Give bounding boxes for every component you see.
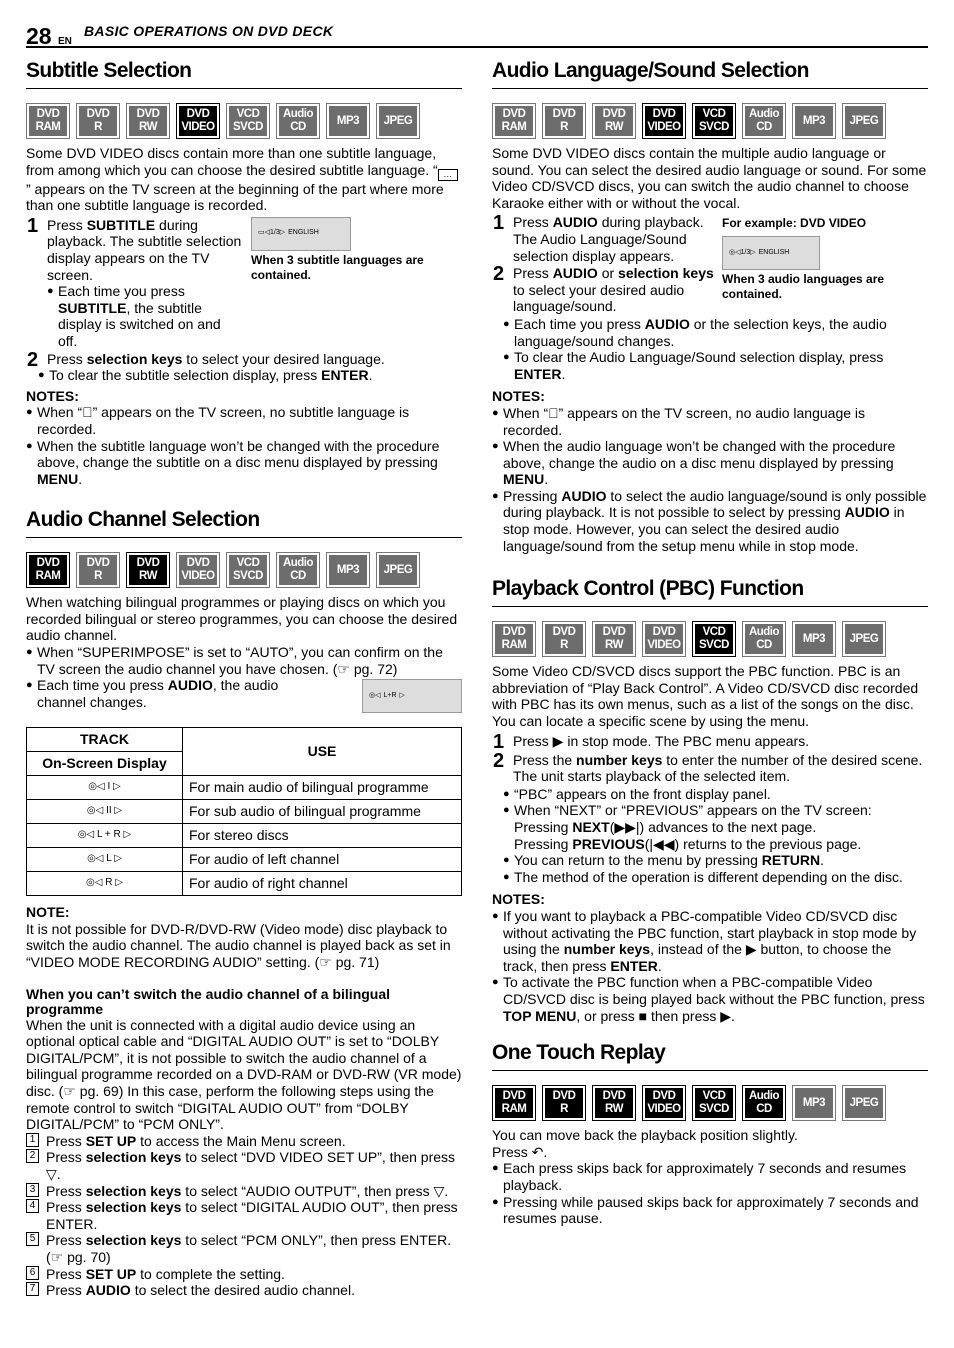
channel-label: I (107, 781, 111, 793)
disc-badge-jpeg (842, 1085, 886, 1121)
disc-badge-label: DVD (552, 626, 576, 639)
audio-channel-icon (27, 800, 183, 824)
channel-label: L (106, 853, 112, 865)
disc-badge-label: RW (605, 121, 623, 133)
disc-badge-label: DVD (186, 108, 210, 120)
audio-channel-icon (27, 872, 183, 896)
disc-badge-vcd-svcd (226, 552, 270, 588)
disc-badge-label: RW (605, 639, 623, 652)
disc-badge-label: JPEG (849, 1096, 879, 1109)
disc-badge-label: Audio (748, 108, 780, 120)
pbc-bullet-1: ● “PBC” appears on the front display panel. (503, 785, 771, 802)
disc-badge-dvd-r (542, 1085, 586, 1121)
replay-section (492, 1038, 928, 1227)
disc-badge-label: VCD (236, 108, 260, 120)
step-number: 7 (26, 1282, 39, 1296)
disc-badge-label: R (560, 639, 568, 652)
audio-channel-note-title: NOTE: (26, 904, 70, 921)
pbc-step-2: 2 Press the number keys to enter the number of the desired scene. The unit starts playback of the selected item. (493, 749, 923, 785)
use-cell: For main audio of bilingual programme (183, 776, 462, 800)
pbc-bullet-2: ● When “NEXT” or “PREVIOUS” appears on the TV screen: Pressing NEXT(▶▶|) advances to the next page. Pressing PREVIOUS(|◀◀) returns to the previous page. (503, 802, 872, 852)
disc-badge-label: Audio (748, 626, 780, 639)
pbc-note-1: ● If you want to playback a PBC-compatible Video CD/SVCD disc without activating the PBC function, start playback in stop mode by using the number keys, instead of the ▶ button, to choose the track, then press ENTER. (492, 907, 917, 974)
pbc-bullet-3: ● You can return to the menu by pressing RETURN. (503, 852, 824, 869)
speaker-icon: ◎◁ (86, 877, 106, 889)
channel-label: R (105, 877, 113, 889)
disc-badge-label: MP3 (802, 1096, 826, 1109)
pbc-section (492, 574, 928, 1024)
disc-badge-label: VCD (702, 626, 726, 639)
audio-channel-osd: ◎◁ L+R ▷ (362, 679, 462, 713)
disc-badge-label: DVD (602, 1090, 626, 1103)
disc-badge-label: RAM (501, 121, 527, 133)
bilingual-steps (26, 1133, 462, 1299)
bilingual-step (26, 1232, 462, 1265)
disc-badge-jpeg (842, 621, 886, 657)
disc-badge-label: MP3 (802, 632, 826, 645)
audio-language-intro: Some DVD VIDEO discs contain the multiple audio language or sound. You can select the desired audio language or sound. For some Video CD/SVCD discs, you can switch the audio channel to choose Karaoke either with or without the vocal. (492, 145, 927, 211)
audio-language-note-3: ● Pressing AUDIO to select the audio language/sound is only possible during playback. It is not possible to select by pressing AUDIO in stop mode. However, you can select the desired audio language/sound from the setup menu while in stop mode. (492, 487, 927, 554)
audio-language-title: Audio Language/Sound Selection (492, 56, 928, 89)
disc-badge-dvd-rw (126, 552, 170, 588)
bilingual-step (26, 1183, 462, 1200)
speaker-icon: ◎◁ (86, 805, 107, 817)
disc-badge-label: VIDEO (647, 121, 681, 133)
disc-badge-label: CD (290, 570, 306, 583)
disc-badge-label: Audio (282, 557, 314, 570)
use-cell: For audio of left channel (183, 848, 462, 872)
disc-badge-label: DVD (86, 108, 110, 120)
play-icon: ▷ (112, 877, 123, 889)
bilingual-step (26, 1149, 462, 1182)
disc-badge-label: RAM (501, 1103, 527, 1116)
disc-badge-mp3 (792, 621, 836, 657)
subtitle-note-2: ● When the subtitle language won’t be changed with the procedure above, change the subtitle on a disc menu displayed by pressing MENU. (26, 437, 440, 487)
disc-badge-label: JPEG (383, 114, 413, 127)
audio-language-caption: When 3 audio languages are contained. (722, 272, 885, 302)
disc-badge-label: DVD (136, 108, 160, 120)
disc-badge-label: DVD (136, 557, 160, 570)
speaker-icon: ◎◁ (87, 853, 107, 865)
disc-badge-dvd-r (76, 103, 120, 139)
step-number: 2 (26, 1149, 39, 1163)
disc-badge-label: DVD (502, 108, 526, 120)
audio-language-bullet-1: ● Each time you press AUDIO or the selection keys, the audio language/sound changes. (503, 315, 887, 349)
disc-badges (26, 552, 462, 588)
audio-channel-section (26, 505, 462, 1298)
disc-badge-label: R (94, 121, 102, 133)
disc-badge-dvd-video (642, 1085, 686, 1121)
disc-badge-label: JPEG (383, 563, 413, 576)
disc-badge-label: SVCD (699, 121, 729, 133)
disc-badge-label: CD (756, 121, 772, 133)
disc-badges (26, 103, 462, 139)
disc-badge-dvd-rw (592, 1085, 636, 1121)
pbc-note-2: ● To activate the PBC function when a PBC-compatible Video CD/SVCD disc is being played back without the PBC function, press TOP MENU, or press ■ then press ▶. (492, 974, 925, 1024)
step-text: Press selection keys to select “PCM ONLY”, then press ENTER. (☞ pg. 70) (46, 1232, 452, 1265)
step-number: 3 (26, 1183, 39, 1197)
audio-language-section (492, 56, 928, 554)
play-icon: ▷ (110, 781, 121, 793)
audio-language-osd: ◎◁1/3▷ ENGLISH (722, 236, 820, 270)
osd-header: On-Screen Display (27, 752, 183, 776)
audio-channel-intro: When watching bilingual programmes or playing discs on which you recorded bilingual or stereo programmes, you can choose the desired audio channel. (26, 594, 458, 644)
disc-badge-label: DVD (652, 108, 676, 120)
section-heading: BASIC OPERATIONS ON DVD DECK (84, 23, 334, 39)
disc-badge-dvd-video (642, 103, 686, 139)
disc-badge-label: VCD (702, 108, 726, 120)
disc-badge-label: JPEG (849, 114, 879, 127)
replay-bullet-1: ● Each press skips back for approximately 7 seconds and resumes playback. (492, 1160, 907, 1193)
step-text: Press AUDIO to select the desired audio channel. (46, 1282, 355, 1299)
step-text: Press selection keys to select “DIGITAL AUDIO OUT”, then press ENTER. (46, 1199, 458, 1232)
step-number: 5 (26, 1232, 39, 1246)
subtitle-osd: ▭◁1/3▷ ENGLISH (251, 217, 351, 251)
audio-language-osd-icon: ◎◁1/3▷ (729, 249, 756, 257)
track-header: TRACK (27, 728, 183, 752)
disc-badge-label: MP3 (802, 114, 826, 127)
disc-badge-label: MP3 (336, 114, 360, 127)
replay-press: Press ↶. (492, 1143, 548, 1160)
page-header (26, 22, 928, 48)
audio-language-notes-title: NOTES: (492, 388, 545, 405)
disc-badge-label: VIDEO (647, 1103, 681, 1116)
table-row (27, 848, 462, 872)
use-cell: For stereo discs (183, 824, 462, 848)
disc-badge-mp3 (792, 103, 836, 139)
subtitle-step-1: 1 Press SUBTITLE during playback. The subtitle selection display appears on the TV screen. ● Each time you press SUBTITLE, the subtitle display is switched on and off. ▭◁1/3▷ ENGLISH When 3 subtitle languages are contained. (26, 217, 462, 350)
audio-channel-bullet-1: ● When “SUPERIMPOSE” is set to “AUTO”, you can confirm on the TV screen the audio channel you have chosen. (☞ pg. 72) (26, 644, 443, 677)
disc-badge-label: SVCD (699, 639, 729, 652)
disc-badge-label: DVD (652, 1090, 676, 1103)
subtitle-osd-icon: ▭◁1/3▷ (258, 229, 286, 237)
audio-channel-icon (27, 848, 183, 872)
page-language: EN (58, 36, 72, 47)
disc-badge-label: R (560, 1103, 568, 1116)
disc-badges (492, 1085, 928, 1121)
disc-badge-label: VIDEO (181, 121, 215, 133)
disc-badge-label: DVD (186, 557, 210, 570)
disc-badge-label: SVCD (699, 1103, 729, 1116)
bilingual-subheading: When you can’t switch the audio channel of a bilingual programme (26, 985, 391, 1017)
disc-badge-dvd-ram (492, 103, 536, 139)
disc-badge-label: DVD (552, 1090, 576, 1103)
disc-badge-label: CD (290, 121, 306, 133)
table-row (27, 824, 462, 848)
pbc-step-1: 1 Press ▶ in stop mode. The PBC menu appears. (493, 730, 810, 753)
disc-badge-label: R (560, 121, 568, 133)
disc-badge-label: VIDEO (647, 639, 681, 652)
disc-badge-label: SVCD (233, 570, 263, 583)
bilingual-step (26, 1282, 462, 1299)
disc-badge-dvd-r (76, 552, 120, 588)
disc-badge-label: DVD (502, 626, 526, 639)
table-row (27, 800, 462, 824)
disc-badge-label: DVD (36, 108, 60, 120)
disc-badge-vcd-svcd (226, 103, 270, 139)
subtitle-section (26, 56, 462, 487)
disc-badge-label: CD (756, 1103, 772, 1116)
audio-language-example: For example: DVD VIDEO (722, 216, 867, 231)
disc-badge-label: DVD (602, 108, 626, 120)
audio-language-bullet-2: ● To clear the Audio Language/Sound selection display, press ENTER. (503, 349, 884, 382)
disc-badge-vcd-svcd (692, 621, 736, 657)
disc-badge-label: RAM (35, 121, 61, 133)
subtitle-icon: … (438, 169, 458, 181)
disc-badge-audio-cd (276, 103, 320, 139)
replay-intro: You can move back the playback position slightly. (492, 1127, 798, 1144)
channel-label: II (106, 805, 112, 817)
disc-badge-jpeg (376, 103, 420, 139)
step-number: 1 (26, 1133, 39, 1147)
step-text: Press SET UP to access the Main Menu screen. (46, 1132, 346, 1149)
use-header: USE (183, 728, 462, 776)
subtitle-step-2: 2 Press selection keys to select your desired language. ● To clear the subtitle selection display, press ENTER. (27, 348, 385, 384)
disc-badge-dvd-ram (26, 552, 70, 588)
subtitle-note-1: ● When “⃠” appears on the TV screen, no subtitle language is recorded. (26, 404, 410, 437)
disc-badge-label: SVCD (233, 121, 263, 133)
bilingual-step (26, 1266, 462, 1283)
disc-badge-mp3 (792, 1085, 836, 1121)
disc-badge-dvd-ram (492, 1085, 536, 1121)
disc-badge-label: VCD (702, 1090, 726, 1103)
channel-label: L + R (96, 829, 121, 841)
disc-badge-label: DVD (86, 557, 110, 570)
disc-badge-dvd-rw (592, 621, 636, 657)
disc-badge-jpeg (842, 103, 886, 139)
disc-badge-vcd-svcd (692, 1085, 736, 1121)
disc-badge-label: RW (139, 121, 157, 133)
disc-badge-dvd-r (542, 103, 586, 139)
audio-channel-bullet-2: ● Each time you press AUDIO, the audio channel changes. (26, 677, 279, 710)
play-icon: ▷ (111, 805, 123, 817)
step-text: Press SET UP to complete the setting. (46, 1265, 285, 1282)
audio-channel-note: It is not possible for DVD-R/DVD-RW (Video mode) disc playback to switch the audio channel. The audio channel is played back as set in “VIDEO MODE RECORDING AUDIO” setting. (☞ pg. 71) (26, 920, 451, 971)
disc-badge-dvd-video (176, 103, 220, 139)
table-row (27, 872, 462, 896)
disc-badge-audio-cd (276, 552, 320, 588)
speaker-icon: ◎◁ (77, 829, 97, 841)
audio-language-step-2: 2 Press AUDIO or selection keys to select your desired audio language/sound. (493, 263, 714, 315)
disc-badge-label: Audio (282, 108, 314, 120)
disc-badge-label: DVD (652, 626, 676, 639)
track-table (26, 727, 462, 896)
audio-channel-icon (27, 776, 183, 800)
disc-badge-mp3 (326, 103, 370, 139)
pbc-intro: Some Video CD/SVCD discs support the PBC function. PBC is an abbreviation of “Play Back Control”. A Video CD/SVCD disc recorded with PBC has its own menus, such as a list of the songs on the disc. You can locate a specific scene by using the menu. (492, 663, 919, 730)
audio-language-note-1: ● When “⃠” appears on the TV screen, no audio language is recorded. (492, 404, 866, 438)
bilingual-intro: When the unit is connected with a digital audio device using an optional optical cable and “DIGITAL AUDIO OUT” is set to “DOLBY DIGITAL/PCM”, it is not possible to switch the audio channel of a bilingual programme recorded on a DVD-RAM or DVD-RW (VR mode) disc. (☞ pg. 69) In this case, perform the following steps using the remote control to switch “DIGITAL AUDIO OUT” from “DOLBY DIGITAL/PCM” to “PCM ONLY”. (26, 1016, 462, 1133)
replay-title: One Touch Replay (492, 1038, 928, 1071)
audio-channel-icon (27, 824, 183, 848)
disc-badge-jpeg (376, 552, 420, 588)
right-column (492, 56, 928, 1227)
play-icon: ▷ (120, 829, 132, 841)
disc-badge-mp3 (326, 552, 370, 588)
disc-badge-dvd-ram (26, 103, 70, 139)
disc-badge-vcd-svcd (692, 103, 736, 139)
disc-badge-label: JPEG (849, 632, 879, 645)
disc-badge-label: RAM (501, 639, 527, 652)
disc-badge-label: CD (756, 639, 772, 652)
subtitle-caption: When 3 subtitle languages are contained. (251, 252, 424, 282)
page-number: 28 (26, 23, 52, 49)
disc-badge-label: RW (139, 570, 157, 583)
disc-badge-label: VCD (236, 557, 260, 570)
audio-language-note-2: ● When the audio language won’t be changed with the procedure above, change the audio on a disc menu displayed by pressing MENU. (492, 438, 896, 488)
subtitle-notes-title: NOTES: (26, 387, 79, 404)
audio-channel-title: Audio Channel Selection (26, 505, 462, 538)
table-row (27, 776, 462, 800)
speaker-icon: ◎◁ (88, 781, 108, 793)
pbc-bullet-4: ● The method of the operation is different depending on the disc. (503, 868, 903, 885)
disc-badge-dvd-rw (126, 103, 170, 139)
step-number: 4 (26, 1199, 39, 1213)
pbc-notes-title: NOTES: (492, 891, 545, 908)
step-text: Press selection keys to select “AUDIO OUTPUT”, then press ▽. (46, 1182, 449, 1199)
disc-badge-audio-cd (742, 1085, 786, 1121)
disc-badges (492, 621, 928, 657)
subtitle-intro: Some DVD VIDEO discs contain more than one subtitle language, from among which you can choose the desired subtitle language. “ …” appears on the TV screen at the beginning of the part where more than one subtitle language is recorded. (26, 145, 462, 214)
disc-badge-dvd-video (642, 621, 686, 657)
disc-badge-label: Audio (748, 1090, 780, 1103)
disc-badge-label: DVD (36, 557, 60, 570)
step-number: 6 (26, 1266, 39, 1280)
disc-badge-label: DVD (502, 1090, 526, 1103)
disc-badge-label: RAM (35, 570, 61, 583)
disc-badges (492, 103, 928, 139)
disc-badge-audio-cd (742, 103, 786, 139)
disc-badge-dvd-video (176, 552, 220, 588)
bilingual-step (26, 1133, 462, 1150)
disc-badge-label: R (94, 570, 102, 583)
disc-badge-dvd-r (542, 621, 586, 657)
audio-channel-osd-icon: ◎◁ (369, 691, 381, 699)
disc-badge-label: RW (605, 1103, 623, 1116)
disc-badge-label: VIDEO (181, 570, 215, 583)
replay-bullet-2: ● Pressing while paused skips back for approximately 7 seconds and resumes pause. (492, 1193, 919, 1227)
left-column (26, 56, 462, 1299)
disc-badge-audio-cd (742, 621, 786, 657)
use-cell: For audio of right channel (183, 872, 462, 896)
play-icon: ▷ (111, 853, 122, 865)
subtitle-section-title: Subtitle Selection (26, 56, 462, 89)
disc-badge-dvd-ram (492, 621, 536, 657)
disc-badge-label: MP3 (336, 563, 360, 576)
audio-language-step-1: 1 Press AUDIO during playback. The Audio Language/Sound selection display appears. (493, 212, 704, 264)
disc-badge-label: DVD (552, 108, 576, 120)
disc-badge-dvd-rw (592, 103, 636, 139)
step-text: Press selection keys to select “DVD VIDEO SET UP”, then press ▽. (46, 1149, 456, 1182)
bilingual-step (26, 1199, 462, 1232)
pbc-title: Playback Control (PBC) Function (492, 574, 928, 607)
use-cell: For sub audio of bilingual programme (183, 800, 462, 824)
disc-badge-label: DVD (602, 626, 626, 639)
